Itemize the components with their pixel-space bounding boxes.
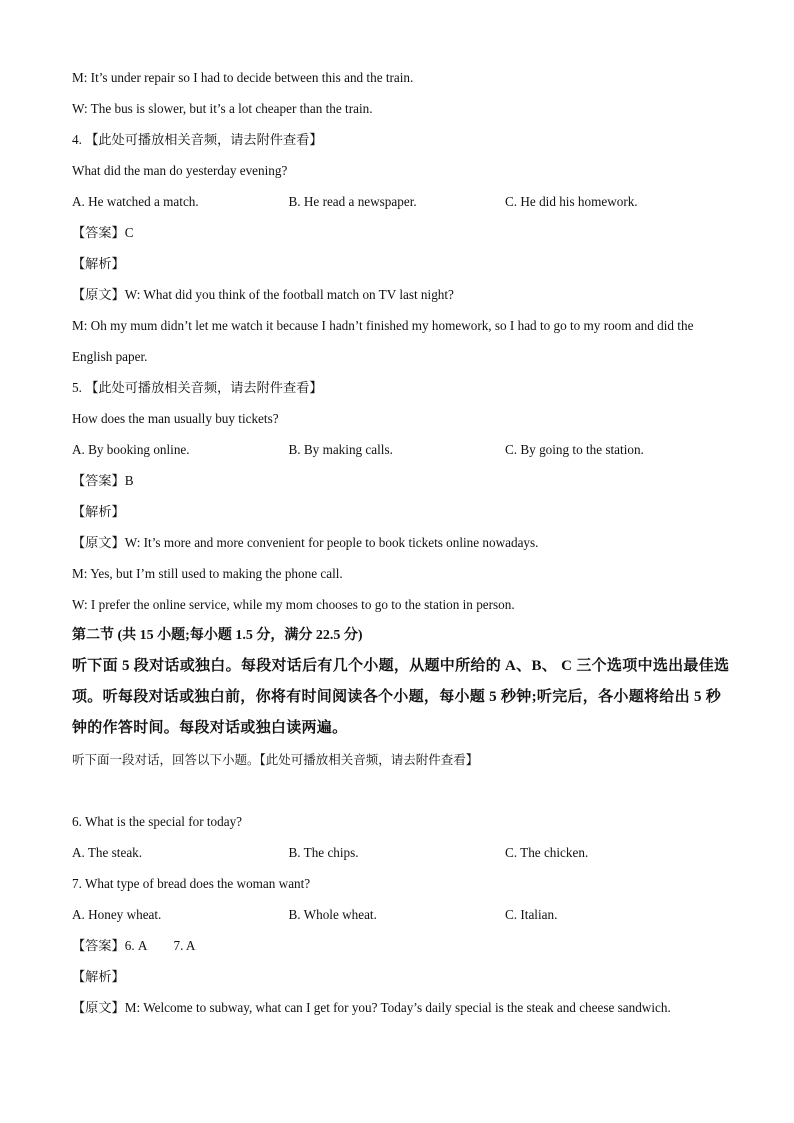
- question-6-text: 6. What is the special for today?: [72, 814, 243, 829]
- transcript-line: 【原文】M: Welcome to subway, what can I get for you? Today’s daily special is the steak and cheese sandwich.: [72, 1000, 671, 1015]
- option-a: A. The steak.: [72, 845, 143, 860]
- question-5-heading: 5. 【此处可播放相关音频，请去附件查看】: [72, 380, 323, 395]
- question-6-options: [72, 837, 732, 868]
- transcript-line: W: The bus is slower, but it’s a lot cheaper than the train.: [72, 101, 373, 116]
- section-heading: 第二节 (共 15 小题;每小题 1.5 分，满分 22.5 分): [72, 628, 363, 643]
- option-b: B. The chips.: [288, 845, 359, 860]
- transcript-line: M: Yes, but I’m still used to making the phone call.: [72, 566, 343, 581]
- transcript-line: 【原文】W: It’s more and more convenient for people to book tickets online nowadays.: [72, 535, 539, 550]
- option-c: C. Italian.: [505, 907, 558, 922]
- transcript-line: W: I prefer the online service, while my mom chooses to go to the station in person.: [72, 597, 515, 612]
- option-a: A. Honey wheat.: [72, 907, 162, 922]
- section-instructions: 听下面 5 段对话或独白。每段对话后有几个小题，从题中所给的 A、B、 C 三个选项中选出最佳选项。听每段对话或独白前，你将有时间阅读各个小题，每小题 5 秒钟;听完后，各小题将给出 5 秒钟的作答时间。每段对话或独白读两遍。: [72, 658, 730, 736]
- listening-prompt: 听下面一段对话，回答以下小题。【此处可播放相关音频，请去附件查看】: [72, 752, 479, 767]
- answer-7: 7. A: [173, 938, 196, 953]
- answer-label: [72, 930, 732, 961]
- transcript-line: M: Oh my mum didn’t let me watch it because I hadn’t finished my homework, so I had to go to my room and did the English paper.: [72, 318, 694, 364]
- option-c: C. By going to the station.: [505, 442, 644, 457]
- option-a: A. He watched a match.: [72, 194, 199, 209]
- option-c: C. The chicken.: [505, 845, 589, 860]
- question-7-text: 7. What type of bread does the woman want?: [72, 876, 311, 891]
- question-5-options: [72, 434, 732, 465]
- analysis-label: 【解析】: [72, 504, 125, 519]
- transcript-line: M: It’s under repair so I had to decide between this and the train.: [72, 70, 414, 85]
- document-page: [72, 62, 732, 1023]
- question-5-text: How does the man usually buy tickets?: [72, 411, 279, 426]
- transcript-line: 【原文】W: What did you think of the football match on TV last night?: [72, 287, 454, 302]
- answer-6: 【答案】6. A: [72, 938, 148, 953]
- analysis-label: 【解析】: [72, 256, 125, 271]
- option-b: B. He read a newspaper.: [288, 194, 417, 209]
- question-4-text: What did the man do yesterday evening?: [72, 163, 288, 178]
- option-b: B. By making calls.: [288, 442, 393, 457]
- option-a: A. By booking online.: [72, 442, 190, 457]
- question-4-options: [72, 186, 732, 217]
- answer-label: 【答案】B: [72, 473, 134, 488]
- answer-label: 【答案】C: [72, 225, 134, 240]
- question-4-heading: 4. 【此处可播放相关音频，请去附件查看】: [72, 132, 323, 147]
- analysis-label: 【解析】: [72, 969, 125, 984]
- spacer: [72, 775, 732, 806]
- option-b: B. Whole wheat.: [288, 907, 377, 922]
- option-c: C. He did his homework.: [505, 194, 638, 209]
- question-7-options: [72, 899, 732, 930]
